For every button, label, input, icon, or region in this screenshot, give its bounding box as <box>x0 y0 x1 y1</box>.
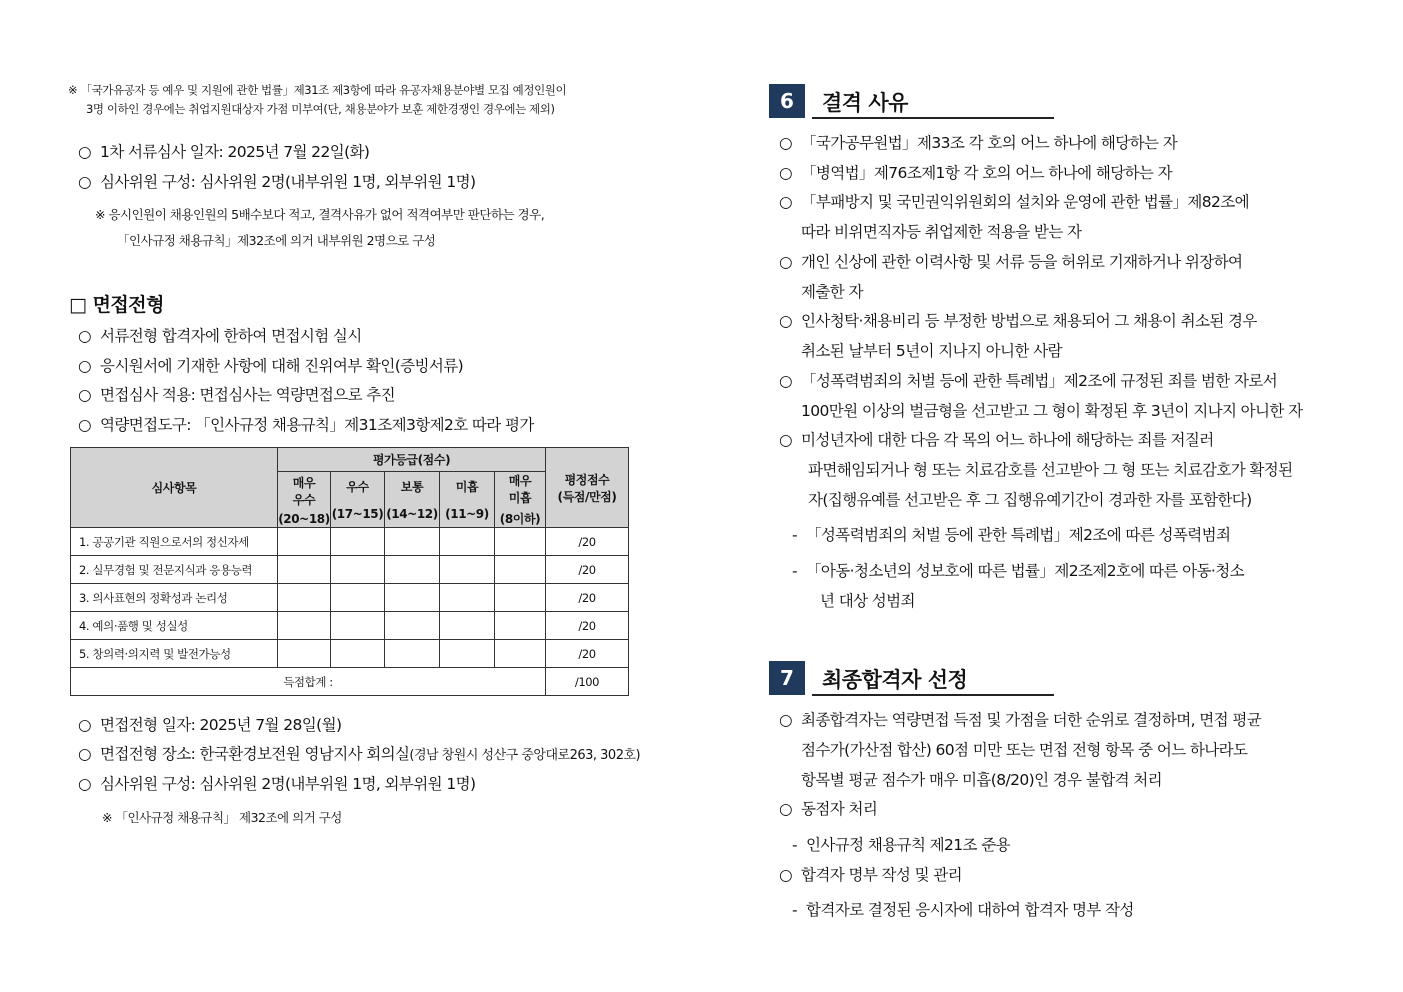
content-line: ○ 합격자 명부 작성 및 관리 <box>779 866 963 884</box>
table-row: 3. 의사표현의 정확성과 논리성 /20 <box>71 584 629 612</box>
content-line: 파면해임되거나 형 또는 치료감호를 선고받아 그 형 또는 치료감호가 확정된 <box>808 461 1293 479</box>
header-score: 평정점수 (득점/만점) <box>546 448 629 528</box>
footnote-line-1: ※ 「국가유공자 등 예우 및 지원에 관한 법률」제31조 제3항에 따라 유공자채용분야별 모집 예정인원이 <box>68 83 567 97</box>
section-7-title: 최종합격자 선정 <box>822 668 968 692</box>
section-6-underline <box>812 117 1054 119</box>
content-line: 점수가(가산점 합산) 60점 미만 또는 면접 전형 항목 중 어느 하나라도 <box>801 741 1248 759</box>
bullet: ○ <box>78 745 91 763</box>
bullet: ○ <box>779 134 792 152</box>
bullet: ○ <box>779 372 792 390</box>
content-line: - 인사규정 채용규칙 제21조 준용 <box>792 836 1010 854</box>
bullet: ○ <box>78 416 91 434</box>
header-grade: 평가등급(점수) <box>278 448 546 472</box>
content-line: ○ 개인 신상에 관한 이력사항 및 서류 등을 허위로 기재하거나 위장하여 <box>779 253 1243 271</box>
content-line: - 합격자로 결정된 응시자에 대하여 합격자 명부 작성 <box>792 901 1134 919</box>
content-line: ○ 「병역법」제76조제1항 각 호의 어느 하나에 해당하는 자 <box>779 164 1173 182</box>
bullet: ○ <box>779 312 792 330</box>
interview-item: ○ 역량면접도구: 「인사규정 채용규칙」제31조제3항제2호 따라 평가 <box>78 416 534 434</box>
doc-note-line-2: 「인사규정 채용규칙」제32조에 의거 내부위원 2명으로 구성 <box>117 233 436 248</box>
dash-bullet: - <box>792 901 797 919</box>
bullet: ○ <box>78 173 91 191</box>
interview-item: ○ 면접심사 적용: 면접심사는 역량면접으로 추진 <box>78 386 396 404</box>
bullet: ○ <box>779 800 792 818</box>
bullet: ○ <box>78 716 91 734</box>
content-line: ○ 인사청탁·채용비리 등 부정한 방법으로 채용되어 그 채용이 취소된 경우 <box>779 312 1257 330</box>
interview-date: ○ 면접전형 일자: 2025년 7월 28일(월) <box>78 716 342 734</box>
dash-bullet: - <box>792 562 797 580</box>
content-line: 취소된 날부터 5년이 지나지 아니한 사람 <box>801 342 1062 360</box>
doc-note-line-1: ※ 응시인원이 채용인원의 5배수보다 적고, 결격사유가 없어 적격여부만 판단하는 경우, <box>95 207 545 222</box>
section-7-underline <box>812 694 1054 696</box>
content-line: 따라 비위면직자등 취업제한 적용을 받는 자 <box>801 223 1082 241</box>
content-line: ○ 미성년자에 대한 다음 각 목의 어느 하나에 해당하는 죄를 저질러 <box>779 431 1214 449</box>
grade-poor: 미흡 (11~9) <box>440 472 495 528</box>
content-line: 자(집행유예를 선고받은 후 그 집행유예기간이 경과한 자를 포함한다) <box>808 491 1252 509</box>
interview-committee: ○ 심사위원 구성: 심사위원 2명(내부위원 1명, 외부위원 1명) <box>78 775 476 793</box>
bullet: ○ <box>779 431 792 449</box>
interview-item: ○ 응시원서에 기재한 사항에 대해 진위여부 확인(증빙서류) <box>78 357 464 375</box>
content-line: - 「성폭력범죄의 처벌 등에 관한 특례법」제2조에 따른 성폭력범죄 <box>792 526 1231 544</box>
bullet: ○ <box>78 775 91 793</box>
interview-item: ○ 서류전형 합격자에 한하여 면접시험 실시 <box>78 327 362 345</box>
bullet: ○ <box>78 386 91 404</box>
footnote-line-2: 3명 이하인 경우에는 취업지원대상자 가점 미부여(단, 채용분야가 보훈 제한경쟁인 경우에는 제외) <box>86 102 555 116</box>
evaluation-table <box>70 447 629 696</box>
content-line: ○ 「국가공무원법」제33조 각 호의 어느 하나에 해당하는 자 <box>779 134 1178 152</box>
bullet: ○ <box>779 253 792 271</box>
bullet: ○ <box>78 143 91 161</box>
section-7-number: 7 <box>769 661 805 695</box>
content-line: ○ 동점자 처리 <box>779 800 878 818</box>
table-row: 4. 예의·품행 및 성실성 /20 <box>71 612 629 640</box>
bullet: ○ <box>78 327 91 345</box>
dash-bullet: - <box>792 836 797 854</box>
bullet: ○ <box>779 711 792 729</box>
bullet: ○ <box>78 357 91 375</box>
content-line: 100만원 이상의 벌금형을 선고받고 그 형이 확정된 후 3년이 지나지 아니한 자 <box>801 402 1303 420</box>
grade-excellent: 우수 (17~15) <box>331 472 385 528</box>
table-row: 5. 창의력·의지력 및 발전가능성 /20 <box>71 640 629 668</box>
content-line: 제출한 자 <box>801 283 863 301</box>
section-6-number: 6 <box>769 84 805 118</box>
doc-review-committee: ○ 심사위원 구성: 심사위원 2명(내부위원 1명, 외부위원 1명) <box>78 173 476 191</box>
content-line: - 「아동·청소년의 성보호에 따른 법률」제2조제2호에 따른 아동·청소 <box>792 562 1244 580</box>
content-line: 항목별 평균 점수가 매우 미흡(8/20)인 경우 불합격 처리 <box>801 771 1163 789</box>
table-total-row: 득점합계 : /100 <box>71 668 629 696</box>
content-line: 년 대상 성범죄 <box>820 592 915 610</box>
table-row: 2. 실무경험 및 전문지식과 응용능력 /20 <box>71 556 629 584</box>
bullet: ○ <box>779 193 792 211</box>
grade-very-poor: 매우 미흡 (8이하) <box>495 472 546 528</box>
content-line: ○ 「부패방지 및 국민권익위원회의 설치와 운영에 관한 법률」제82조에 <box>779 193 1249 211</box>
table-row: 1. 공공기관 직원으로서의 정신자세 /20 <box>71 528 629 556</box>
content-line: ○ 「성폭력범죄의 처벌 등에 관한 특례법」제2조에 규정된 죄를 범한 자로서 <box>779 372 1278 390</box>
interview-note: ※ 「인사규정 채용규칙」 제32조에 의거 구성 <box>102 810 342 825</box>
interview-heading: □ 면접전형 <box>69 294 164 316</box>
header-item: 심사항목 <box>71 448 278 528</box>
bullet: ○ <box>779 866 792 884</box>
dash-bullet: - <box>792 526 797 544</box>
interview-place: ○ 면접전형 장소: 한국환경보전원 영남지사 회의실(경남 창원시 성산구 중앙대로263, 302호) <box>78 745 641 763</box>
content-line: ○ 최종합격자는 역량면접 득점 및 가점을 더한 순위로 결정하며, 면접 평균 <box>779 711 1262 729</box>
doc-review-date: ○ 1차 서류심사 일자: 2025년 7월 22일(화) <box>78 143 370 161</box>
section-6-title: 결격 사유 <box>822 91 908 115</box>
grade-very-excellent: 매우 우수 (20~18) <box>278 472 331 528</box>
grade-normal: 보통 (14~12) <box>385 472 440 528</box>
bullet: ○ <box>779 164 792 182</box>
